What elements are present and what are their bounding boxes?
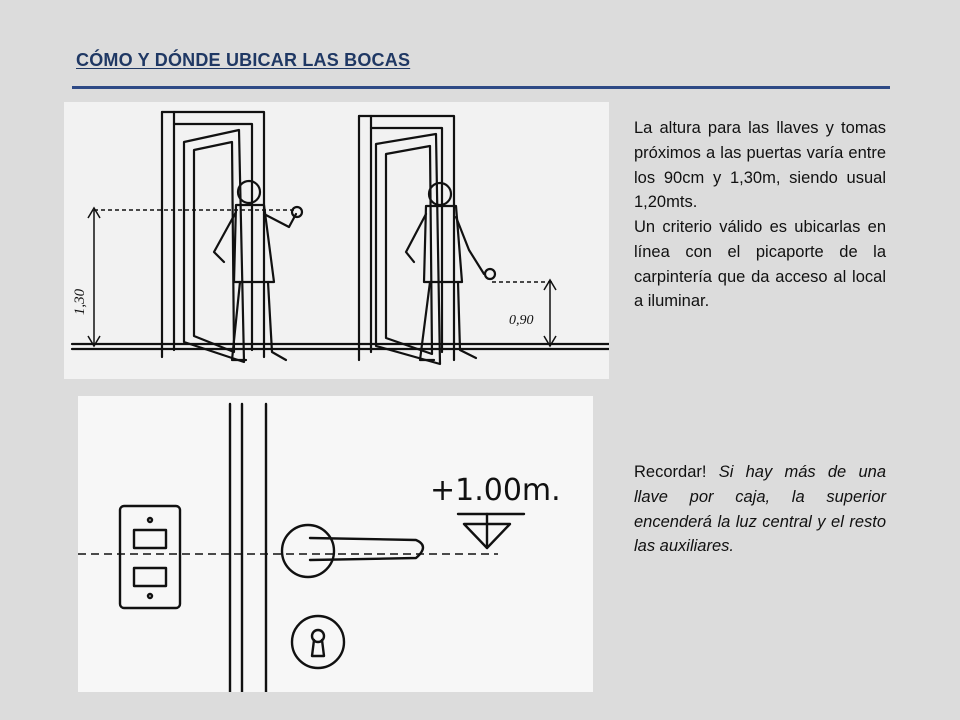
paragraph-alignment-criterion: Un criterio válido es ubicarlas en línea con el picaporte de la carpintería que da acceso al local a iluminar. [634,218,886,311]
info-text-block [634,116,886,314]
dimension-label-090: 0,90 [509,313,534,328]
slide-title: CÓMO Y DÓNDE UBICAR LAS BOCAS [76,50,411,70]
paragraph-height-range: La altura para las llaves y tomas próximos a las puertas varía entre los 90cm y 1,30m, siendo usual 1,20mts. [634,119,886,212]
reminder-lead: Recordar! [634,463,707,481]
height-label-100m: +1.00m. [430,473,561,508]
title-underline-rule [72,86,890,89]
dimension-label-130: 1,30 [72,288,88,316]
door-height-illustration [64,102,609,379]
reminder-block [634,460,886,559]
switch-handle-illustration [78,396,593,692]
reminder-text: Si hay más de una llave por caja, la superior encenderá la luz central y el resto las auxiliares. [634,463,886,556]
